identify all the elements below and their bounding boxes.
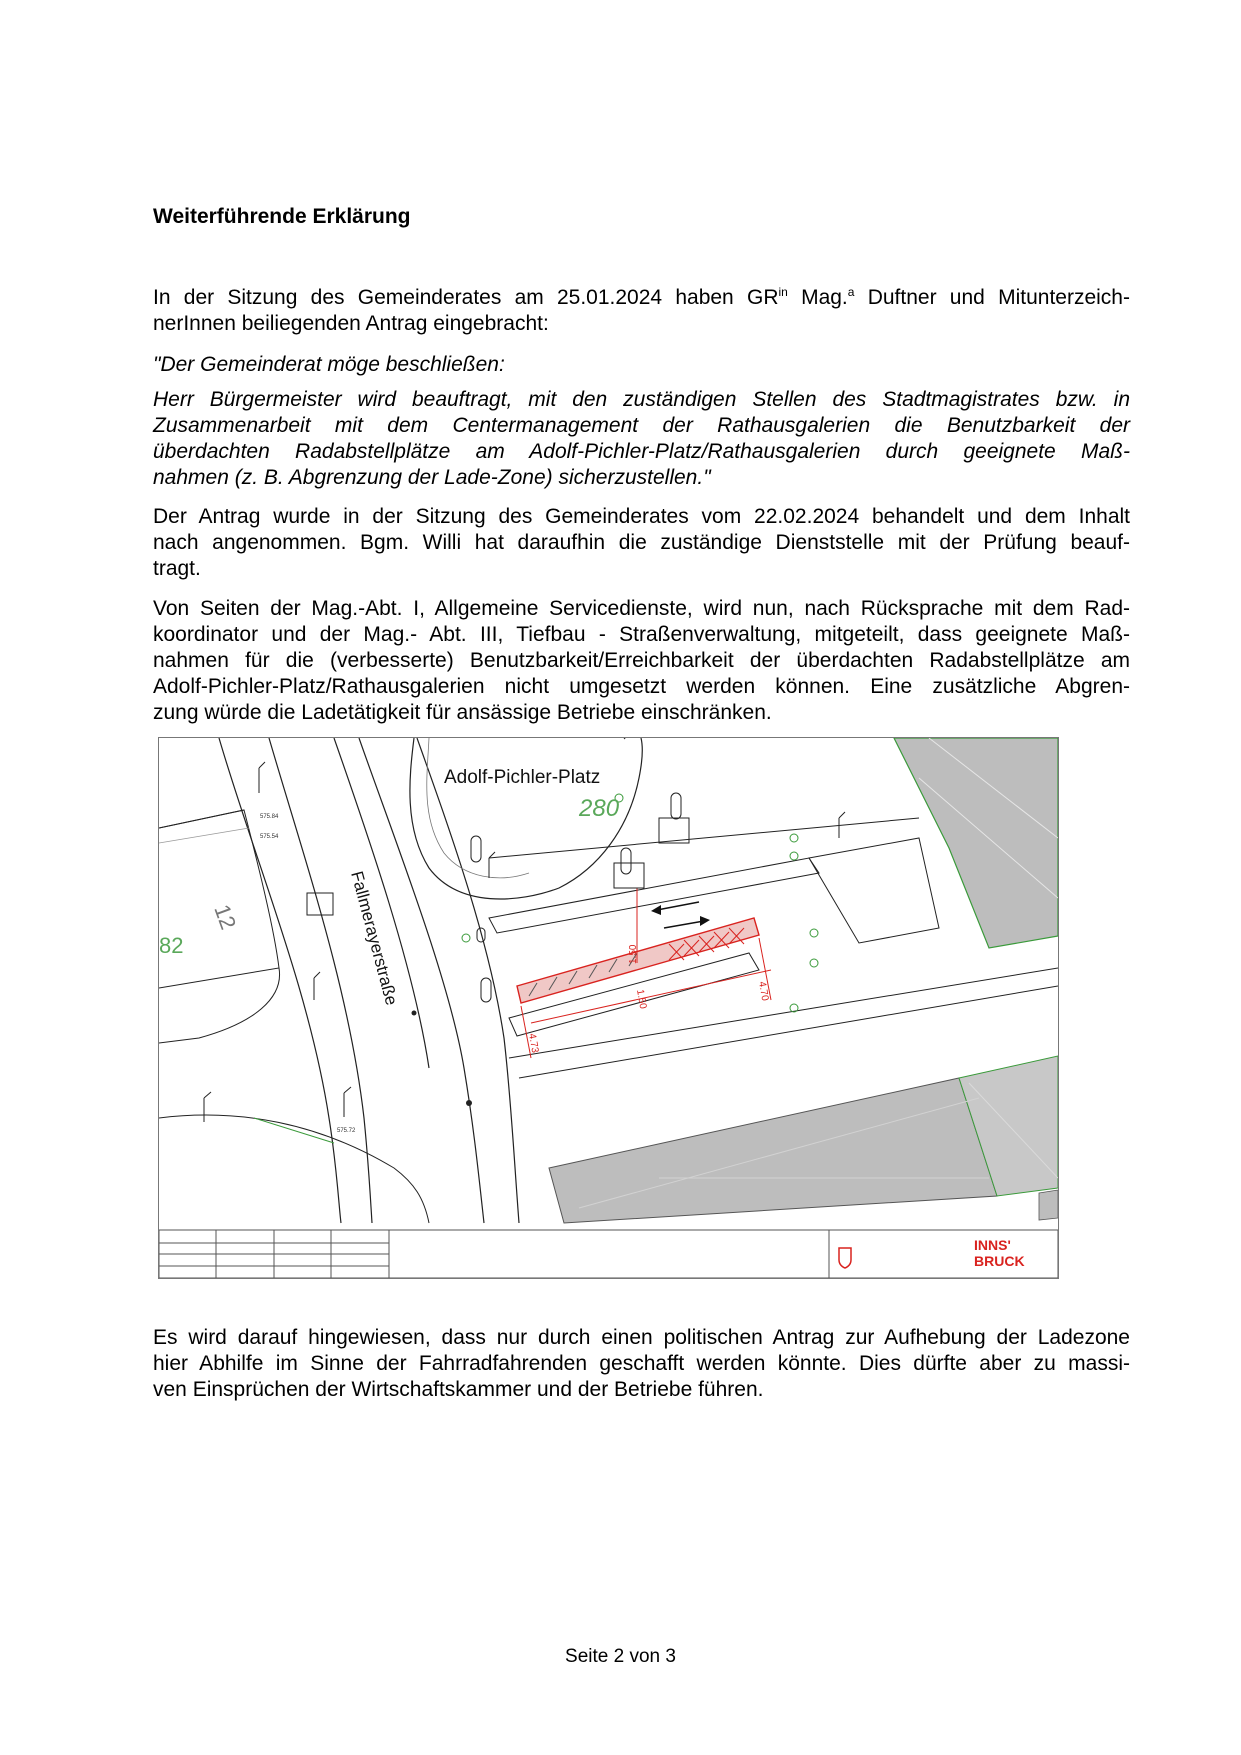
page-number: Seite 2 von 3 xyxy=(565,1646,676,1667)
parcel-280-label: 280 xyxy=(579,795,620,822)
elevation-label: 575.72 xyxy=(337,1128,356,1134)
building-block-northeast xyxy=(894,738,1058,948)
parcel-12-label: 12 xyxy=(209,901,242,933)
dimension-label: 1.50 xyxy=(628,944,639,964)
elevation-label: 575.54 xyxy=(260,834,279,840)
building-block-south xyxy=(549,1078,997,1223)
paragraph-line: nach angenommen. Bgm. Willi hat daraufhin die zuständige Dienststelle mit der Prüfung beauf- xyxy=(153,531,1130,554)
paragraph-statement xyxy=(153,596,1130,726)
superscript-in: in xyxy=(778,285,788,299)
dimension-label: 1.50 xyxy=(634,988,649,1010)
dimension-label: 4.73 xyxy=(526,1032,541,1054)
paragraph-line: nahmen für die (verbesserte) Benutzbarkeit/Erreichbarkeit der überdachten Radabstellplätze am xyxy=(153,649,1130,672)
paragraph-intro-line-2: nerInnen beiliegenden Antrag eingebracht: xyxy=(153,312,549,335)
quote-intro xyxy=(153,352,1130,378)
paragraph-line: Adolf-Pichler-Platz/Rathausgalerien nicht umgesetzt werden können. Eine zusätzliche Abgren- xyxy=(153,675,1130,698)
quote-line: Zusammenarbeit mit dem Centermanagement der Rathausgalerien die Benutzbarkeit der xyxy=(153,414,1130,437)
paragraph-line: Es wird darauf hingewiesen, dass nur durch einen politischen Antrag zur Aufhebung der Ladezone xyxy=(153,1326,1130,1349)
site-plan-svg xyxy=(159,738,1058,1278)
paragraph-line: tragt. xyxy=(153,557,201,580)
quote-body xyxy=(153,387,1130,491)
page-heading: Weiterführende Erklärung xyxy=(153,205,411,228)
paragraph-decision xyxy=(153,504,1130,582)
text-segment: Duftner und Mitunterzeich- xyxy=(854,286,1130,309)
paragraph-line: ven Einsprüchen der Wirtschaftskammer und der Betriebe führen. xyxy=(153,1378,764,1401)
roof-outline xyxy=(489,858,819,933)
street-label: Fallmerayerstraße xyxy=(347,869,402,1008)
text-segment: In der Sitzung des Gemeinderates am 25.01.2024 haben GR xyxy=(153,286,779,309)
quote-line: Herr Bürgermeister wird beauftragt, mit den zuständigen Stellen des Stadtmagistrates bzw. in xyxy=(153,388,1130,411)
plaza-label: Adolf-Pichler-Platz xyxy=(444,767,601,788)
paragraph-line: Der Antrag wurde in der Sitzung des Gemeinderates vom 22.02.2024 behandelt und dem Inhalt xyxy=(153,505,1130,528)
quote-line: überdachten Radabstellplätze am Adolf-Pichler-Platz/Rathausgalerien durch geeignete Maß- xyxy=(153,440,1130,463)
paragraph-intro xyxy=(153,285,1130,337)
quote-intro-line: "Der Gemeinderat möge beschließen: xyxy=(153,353,505,376)
paragraph-intro-line-1 xyxy=(153,285,1130,311)
paragraph-conclusion xyxy=(153,1325,1130,1403)
quote-line: nahmen (z. B. Abgrenzung der Lade-Zone) sicherzustellen." xyxy=(153,466,711,489)
superscript-a: a xyxy=(847,285,855,299)
paragraph-line: hier Abhilfe im Sinne der Fahrradfahrenden geschafft werden könnte. Dies dürfte aber zu massi- xyxy=(153,1352,1130,1375)
paragraph-line: koordinator und der Mag.- Abt. III, Tiefbau - Straßenverwaltung, mitgeteilt, dass geeignete Maß- xyxy=(153,623,1130,646)
dimension-label: 4.70 xyxy=(756,980,771,1002)
paragraph-line: Von Seiten der Mag.-Abt. I, Allgemeine Servicedienste, wird nun, nach Rücksprache mit dem Rad- xyxy=(153,597,1130,620)
elevation-label: 575.84 xyxy=(260,814,279,820)
logo-text-line-2: BRUCK xyxy=(974,1253,1025,1269)
parcel-82-label: 82 xyxy=(159,933,184,958)
text-segment: Mag. xyxy=(787,286,848,309)
logo-text-line-1: INNS' xyxy=(974,1237,1011,1253)
paragraph-line: zung würde die Ladetätigkeit für ansässige Betriebe einschränken. xyxy=(153,701,772,724)
building-block-corner xyxy=(1039,1190,1058,1220)
site-plan-map xyxy=(158,737,1059,1279)
